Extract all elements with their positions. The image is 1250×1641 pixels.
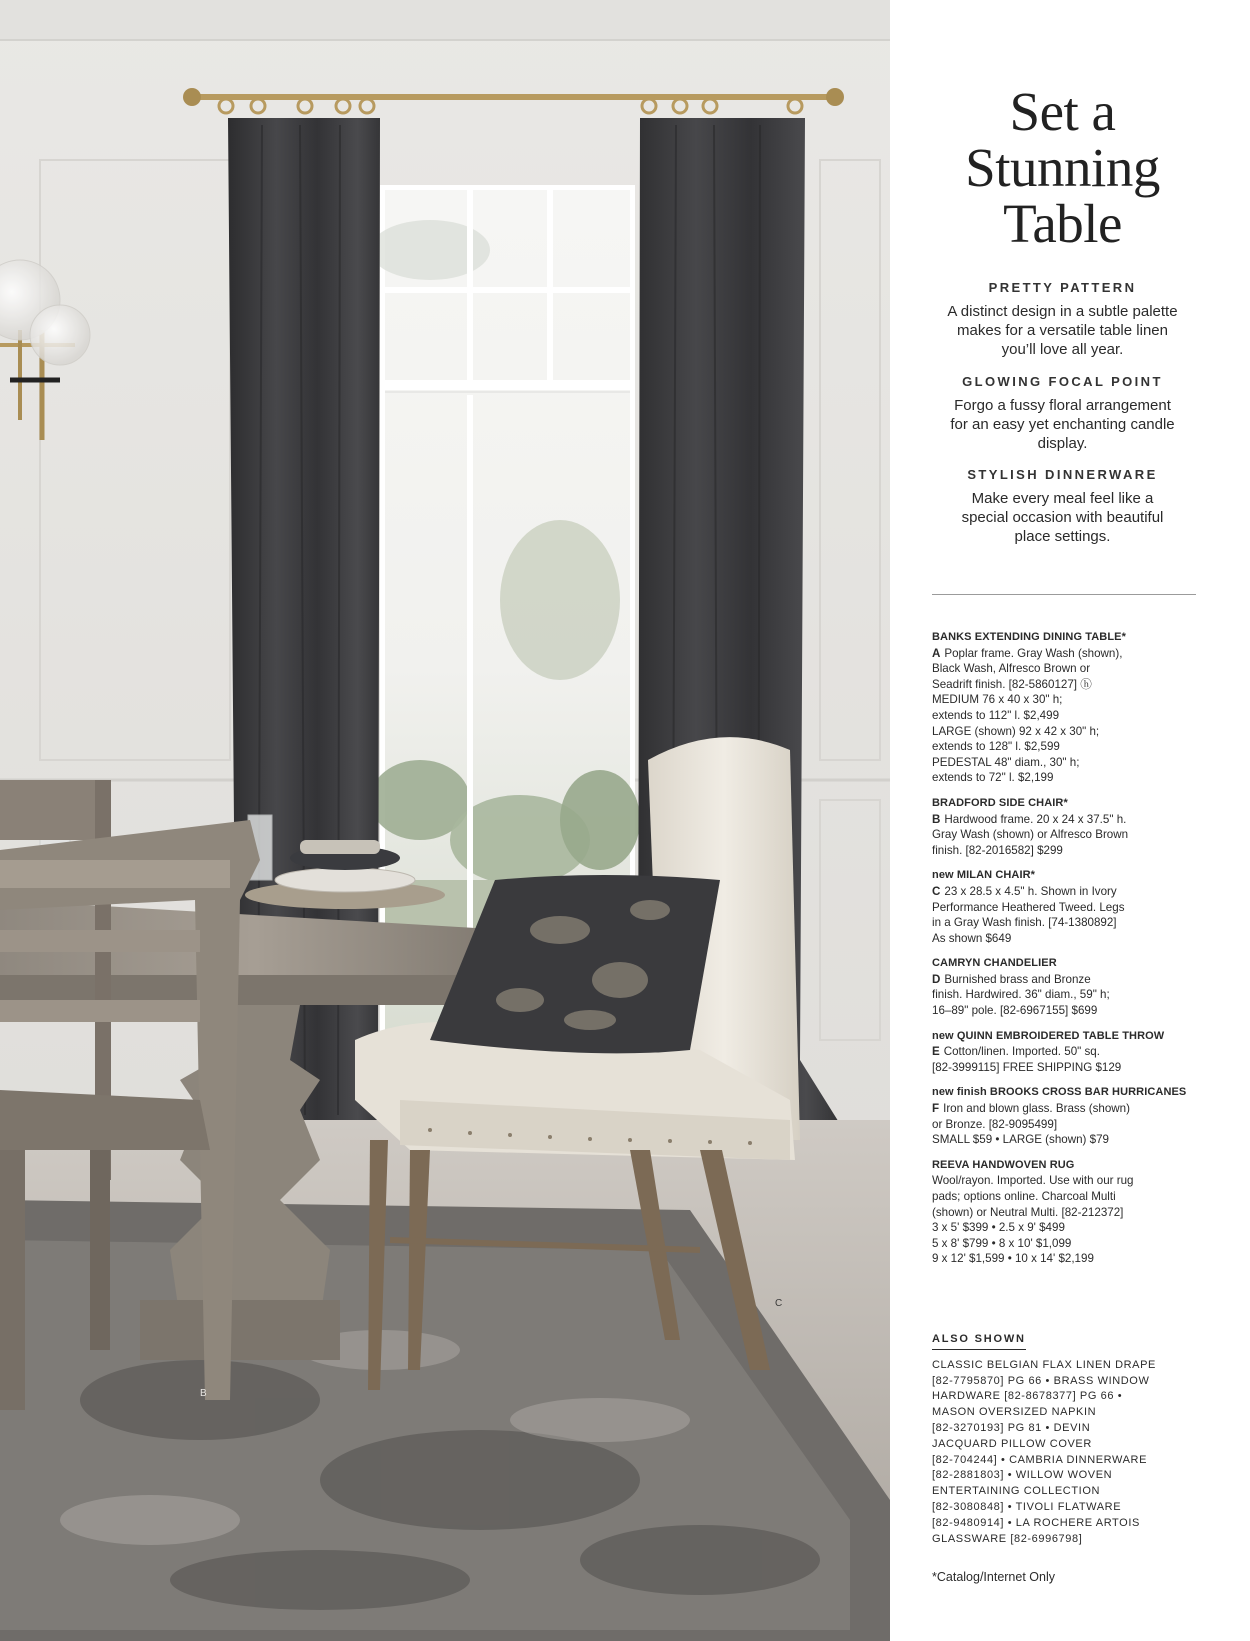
product-name: BRADFORD SIDE CHAIR*	[932, 796, 1068, 809]
feature-text: A distinct design in a subtle palette makes for a versatile table linen you’ll love all year.	[947, 303, 1178, 358]
product-reeva-rug	[932, 1158, 1232, 1267]
product-letter: E	[932, 1045, 940, 1059]
catalog-copy-panel	[890, 0, 1250, 1641]
headline-line-2: Stunning	[965, 137, 1160, 198]
feature-title: GLOWING FOCAL POINT	[962, 374, 1163, 389]
feature-title: STYLISH DINNERWARE	[967, 467, 1158, 482]
also-shown-list: CLASSIC BELGIAN FLAX LINEN DRAPE [82-7795870] PG 66 • BRASS WINDOW HARDWARE [82-8678377] PG 66 • MASON OVERSIZED NAPKIN [82-3270193] PG 81 • DEVIN JACQUARD PILLOW COVER [82-704244] • CAMBRIA DINNERWARE [82-2881803] • WILLOW WOVEN ENTERTAINING COLLECTION [82-3080848] • TIVOLI FLATWARE [82-9480914] • LA ROCHERE ARTOIS GLASSWARE [82-6996798]	[932, 1358, 1156, 1545]
product-details: Cotton/linen. Imported. 50" sq. [82-3999115] FREE SHIPPING $129	[932, 1045, 1122, 1074]
product-list	[932, 630, 1232, 1277]
product-camryn-chandelier	[932, 956, 1232, 1018]
product-details: Burnished brass and Bronze finish. Hardwired. 36" diam., 59" h; 16–89" pole. [82-6967155] $699	[932, 972, 1110, 1018]
product-details: 23 x 28.5 x 4.5" h. Shown in Ivory Performance Heathered Tweed. Legs in a Gray Wash finish. [74-1380892] As shown $649	[932, 884, 1125, 945]
product-name: new QUINN EMBROIDERED TABLE THROW	[932, 1029, 1165, 1042]
product-name: new finish BROOKS CROSS BAR HURRICANES	[932, 1086, 1187, 1099]
also-shown-section	[932, 1332, 1202, 1547]
product-banks-table	[932, 630, 1232, 786]
callout-letter-b: B	[200, 1388, 207, 1399]
also-shown-title: ALSO SHOWN	[932, 1332, 1026, 1350]
product-brooks-hurricanes	[932, 1085, 1232, 1147]
feature-text: Forgo a fussy floral arrangement for an easy yet enchanting candle display.	[950, 397, 1175, 452]
product-details: Poplar frame. Gray Wash (shown), Black Wash, Alfresco Brown or Seadrift finish. [82-5860127] ⓗ MEDIUM 76 x 40 x 30" h; extends to 112" l. $2,499 LARGE (shown) 92 x 42 x 30" h; extends to 128" l. $2,599 PEDESTAL 48" diam., 30" h; extends to 72" l. $2,199	[932, 646, 1123, 785]
product-letter: D	[932, 972, 941, 986]
headline-line-1: Set a	[1009, 81, 1116, 142]
feature-text: Make every meal feel like a special occasion with beautiful place settings.	[961, 490, 1164, 545]
section-divider	[932, 594, 1196, 595]
product-name: new MILAN CHAIR*	[932, 869, 1036, 882]
product-details: Iron and blown glass. Brass (shown) or Bronze. [82-9095499] SMALL $59 • LARGE (shown) $79	[932, 1102, 1130, 1147]
page-headline	[890, 81, 1235, 254]
product-letter: F	[932, 1102, 940, 1116]
catalog-footnote: *Catalog/Internet Only	[932, 1570, 1055, 1584]
product-bradford-chair	[932, 796, 1232, 858]
headline-line-3: Table	[1003, 193, 1122, 254]
feature-glowing-focal-point	[890, 374, 1235, 453]
product-milan-chair	[932, 868, 1232, 946]
product-letter: C	[932, 884, 941, 898]
product-name: BANKS EXTENDING DINING TABLE*	[932, 631, 1126, 643]
product-name: REEVA HANDWOVEN RUG	[932, 1158, 1075, 1171]
feature-stylish-dinnerware	[890, 467, 1235, 546]
product-letter: B	[932, 812, 941, 826]
callout-letter-c: C	[775, 1298, 783, 1309]
feature-pretty-pattern	[890, 280, 1235, 359]
product-details: Hardwood frame. 20 x 24 x 37.5" h. Gray Wash (shown) or Alfresco Brown finish. [82-2016582] $299	[932, 812, 1129, 857]
product-name: CAMRYN CHANDELIER	[932, 957, 1057, 970]
product-details: Wool/rayon. Imported. Use with our rug pads; options online. Charcoal Multi (shown) or Neutral Multi. [82-212372] 3 x 5' $399 • 2.5 x 9' $499 5 x 8' $799 • 8 x 10' $1,099 9 x 12' $1,599 • 10 x 14' $2,199	[932, 1174, 1134, 1266]
product-letter: A	[932, 646, 941, 660]
product-quinn-table-throw	[932, 1029, 1232, 1076]
feature-title: PRETTY PATTERN	[988, 280, 1137, 295]
